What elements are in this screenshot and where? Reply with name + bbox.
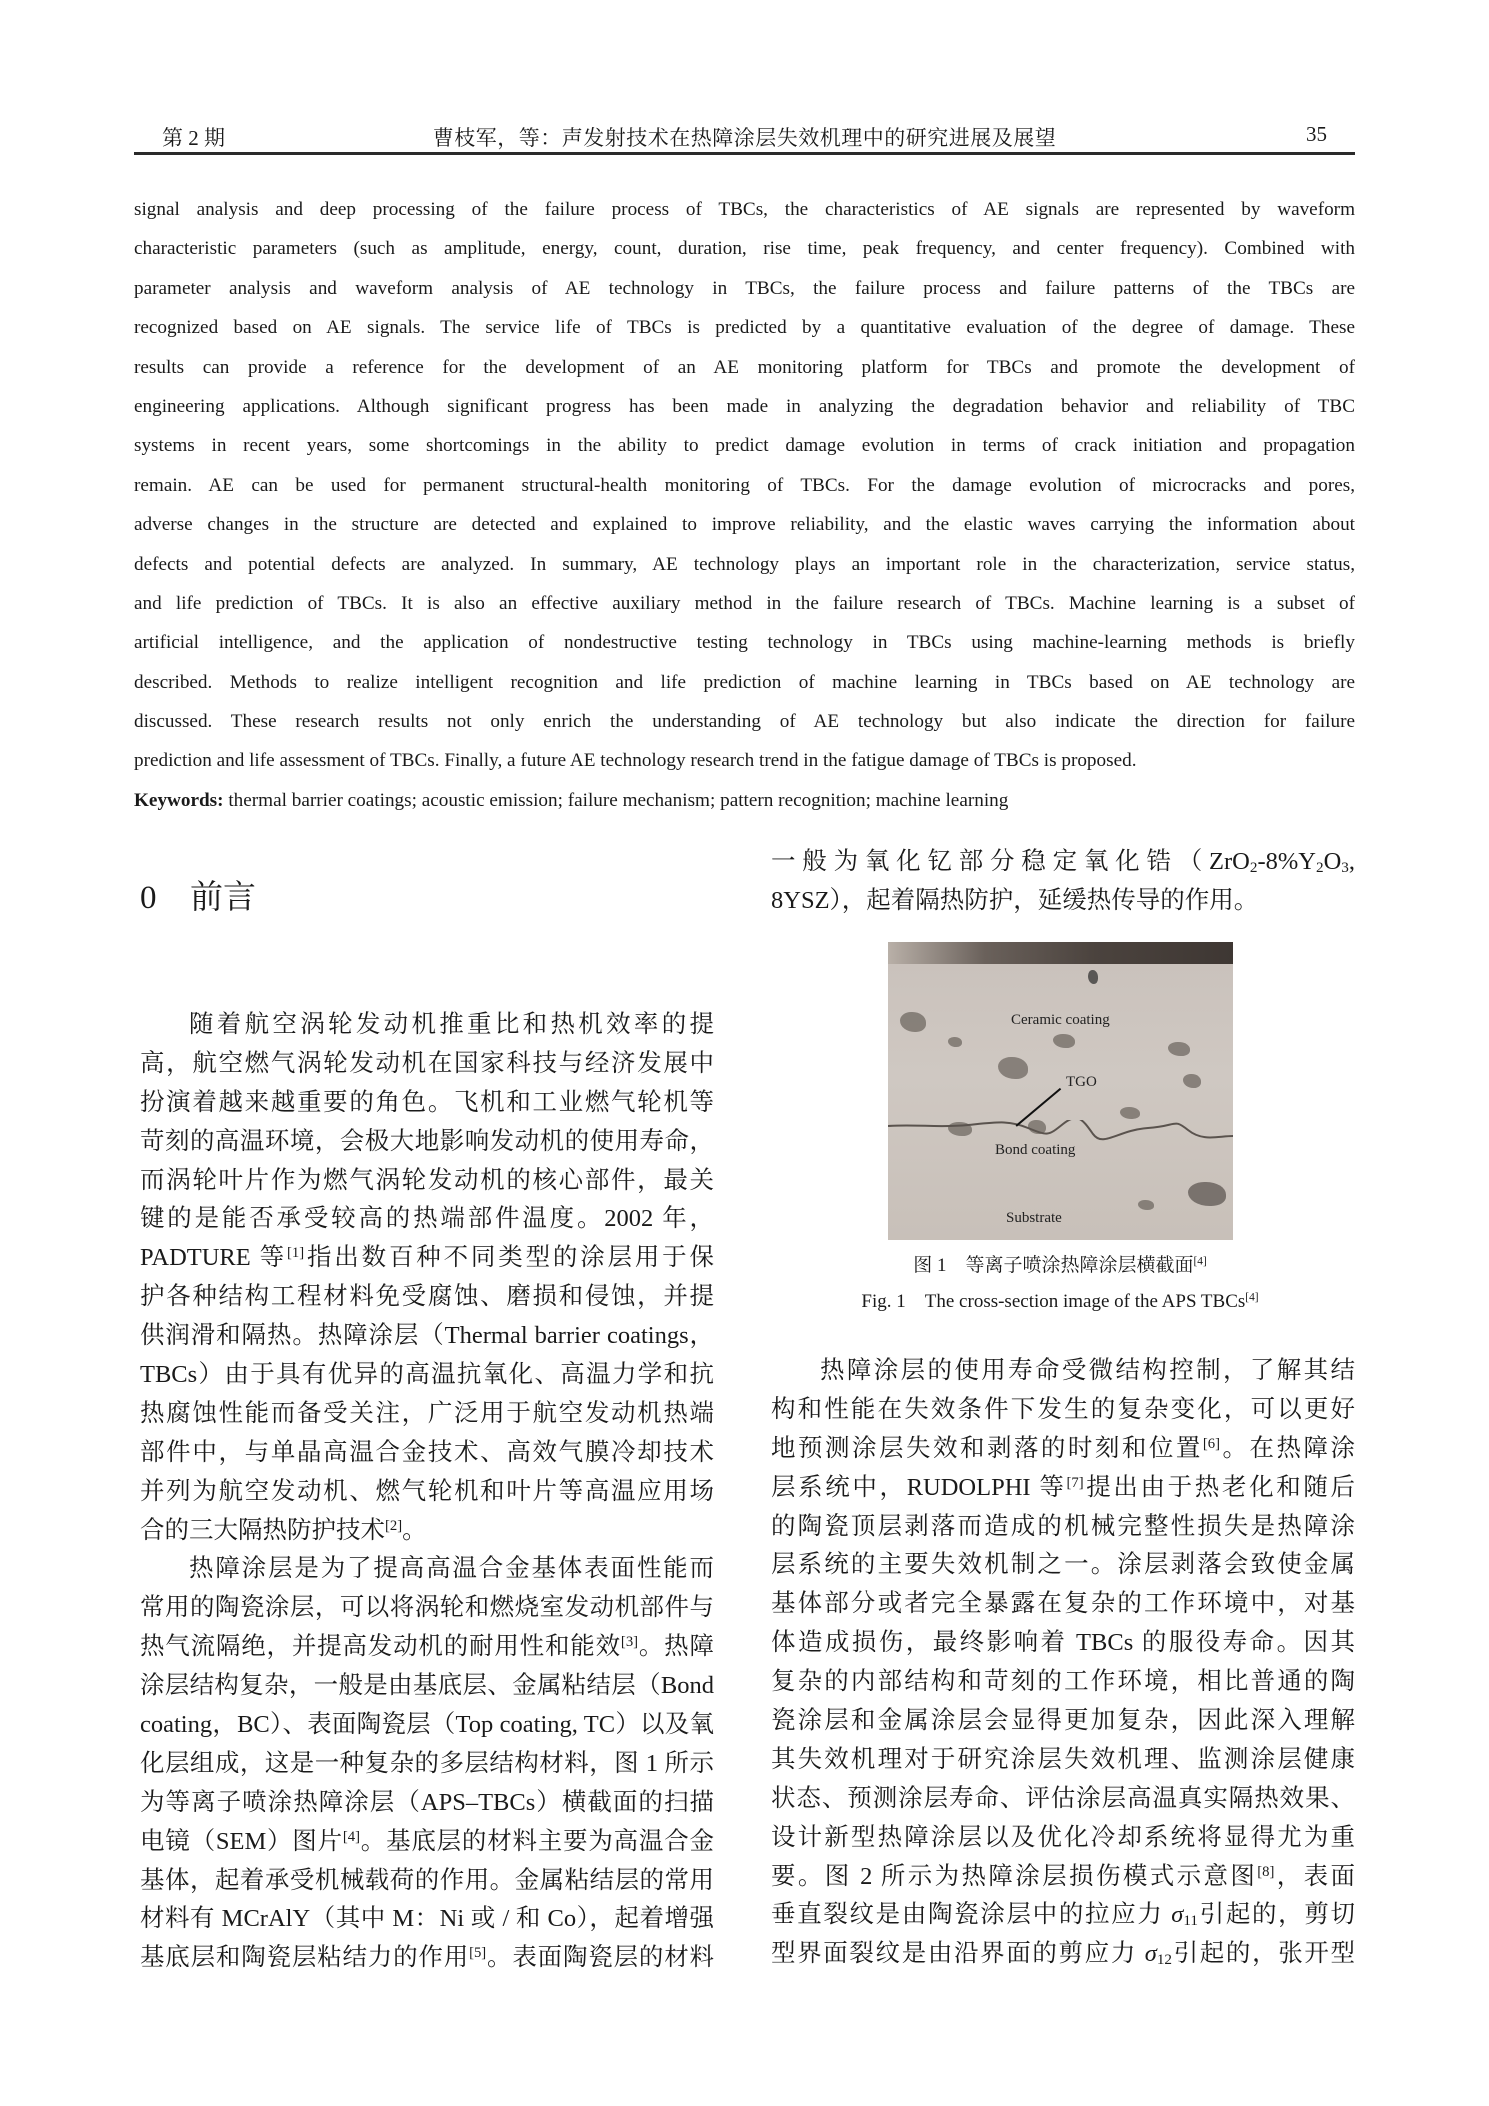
section-number: 0 [140, 880, 157, 916]
citation-ref[interactable]: [1] [287, 1245, 305, 1262]
abstract-line: characteristic parameters (such as amplitude, energy, count, duration, rise time, peak frequency, and center frequency). Combined with [134, 238, 1355, 260]
citation-ref[interactable]: [4] [1245, 1291, 1259, 1304]
figure-caption-en: Fig. 1 The cross-section image of the APS TBCs[4] [861, 1291, 1259, 1312]
keywords-text: thermal barrier coatings; acoustic emission; failure mechanism; pattern recognition; machine learning [223, 789, 1009, 811]
abstract-line: recognized based on AE signals. The service life of TBCs is predicted by a quantitative evaluation of the degree of damage. These [134, 317, 1355, 339]
citation-ref[interactable]: [7] [1066, 1474, 1084, 1491]
section-heading [140, 878, 256, 918]
body-line: 而涡轮叶片作为燃气涡轮发动机的核心部件，最关 [140, 1166, 714, 1194]
body-line: TBCs）由于具有优异的高温抗氧化、高温力学和抗 [140, 1361, 714, 1389]
citation-ref[interactable]: [8] [1257, 1863, 1275, 1880]
body-line: 合的三大隔热防护技术[2]。 [140, 1516, 427, 1544]
abstract-line: parameter analysis and waveform analysis of AE technology in TBCs, the failure process and failure patterns of the TBCs are [134, 277, 1355, 299]
body-line: 瓷涂层和金属涂层会显得更加复杂，因此深入理解 [771, 1707, 1355, 1735]
body-line: 的陶瓷顶层剥落而造成的机械完整性损失是热障涂 [771, 1512, 1355, 1540]
body-line: 地预测涂层失效和剥落的时刻和位置[6]。在热障涂 [771, 1434, 1355, 1462]
image-top-dark-region [888, 942, 1233, 964]
body-line: PADTURE 等[1]指出数百种不同类型的涂层用于保 [140, 1244, 714, 1272]
body-line: 体造成损伤，最终影响着 TBCs 的服役寿命。因其 [771, 1629, 1355, 1657]
abstract-line: systems in recent years, some shortcomings in the ability to predict damage evolution in terms of crack initiation and propagation [134, 435, 1355, 457]
body-line: 扮演着越来越重要的角色。飞机和工业燃气轮机等 [140, 1088, 714, 1116]
body-line: 层系统中，RUDOLPHI 等[7]提出由于热老化和随后 [771, 1473, 1355, 1501]
body-line: 8YSZ），起着隔热防护，延缓热传导的作用。 [771, 886, 1259, 914]
body-line: 苛刻的高温环境，会极大地影响发动机的使用寿命， [140, 1127, 714, 1155]
figure-caption-cn: 图 1 等离子喷涂热障涂层横截面[4] [913, 1255, 1207, 1276]
label-substrate: Substrate [1006, 1210, 1062, 1226]
abstract-line: results can provide a reference for the development of an AE monitoring platform for TBCs and promote the development of [134, 356, 1355, 378]
label-tgo: TGO [1066, 1074, 1097, 1090]
body-line: 垂直裂纹是由陶瓷涂层中的拉应力 $\sigma_{11}$引起的，剪切 [771, 1901, 1355, 1930]
body-line: 复杂的内部结构和苛刻的工作环境，相比普通的陶 [771, 1668, 1355, 1696]
body-line: 化层组成，这是一种复杂的多层结构材料，图 1 所示 [140, 1749, 714, 1777]
citation-ref[interactable]: [3] [620, 1634, 639, 1651]
body-line: 基底层和陶瓷层粘结力的作用[5]。表面陶瓷层的材料 [140, 1944, 714, 1972]
body-line: coating，BC）、表面陶瓷层（Top coating, TC）以及氧 [140, 1711, 714, 1739]
left-column [140, 1006, 714, 1978]
abstract-line: described. Methods to realize intelligent recognition and life prediction of machine learning in TBCs based on AE technology are [134, 671, 1355, 693]
body-line: 构和性能在失效条件下发生的复杂变化，可以更好 [771, 1395, 1355, 1423]
keywords-label: Keywords: [134, 789, 224, 811]
citation-ref[interactable]: [5] [469, 1945, 487, 1962]
abstract-line: and life prediction of TBCs. It is also an effective auxiliary method in the failure research of TBCs. Machine learning is a subset of [134, 592, 1355, 614]
body-line: 热障涂层的使用寿命受微结构控制，了解其结 [820, 1357, 1355, 1384]
body-line: 电镜（SEM）图片[4]。基底层的材料主要为高温合金 [140, 1827, 714, 1855]
sigma-symbol: σ [1144, 1940, 1157, 1968]
label-bond-coating: Bond coating [995, 1142, 1076, 1158]
body-line: 热气流隔绝，并提高发动机的耐用性和能效[3]。热障 [140, 1633, 714, 1661]
sem-cross-section-image [888, 942, 1233, 1240]
abstract-line: artificial intelligence, and the application of nondestructive testing technology in TBCs using machine-learning methods is briefly [134, 632, 1355, 654]
abstract-line: prediction and life assessment of TBCs. Finally, a future AE technology research trend in the fatigue damage of TBCs is proposed. [134, 750, 1137, 772]
body-line: 常用的陶瓷涂层，可以将涡轮和燃烧室发动机部件与 [140, 1594, 714, 1622]
issue-number: 第 2 期 [162, 126, 225, 150]
page-number: 35 [1306, 122, 1327, 146]
body-line: 要。图 2 所示为热障涂层损伤模式示意图[8]，表面 [771, 1862, 1355, 1890]
english-abstract [134, 190, 1355, 820]
abstract-line: discussed. These research results not only enrich the understanding of AE technology but also indicate the direction for failure [134, 711, 1355, 733]
label-ceramic-coating: Ceramic coating [1011, 1012, 1110, 1028]
running-title: 曹枝军，等：声发射技术在热障涂层失效机理中的研究进展及展望 [432, 126, 1057, 150]
body-line: 基体部分或者完全暴露在复杂的工作环境中，对基 [771, 1590, 1355, 1618]
body-line: 材料有 MCrAlY（其中 M：Ni 或 / 和 Co），起着增强 [140, 1905, 714, 1933]
citation-ref[interactable]: [2] [385, 1517, 403, 1534]
section-title: 前言 [190, 880, 256, 916]
abstract-line: remain. AE can be used for permanent structural-health monitoring of TBCs. For the damage evolution of microcracks and pores, [134, 474, 1355, 496]
body-line: 型界面裂纹是由沿界面的剪应力 $\sigma_{12}$引起的，张开型 [771, 1940, 1355, 1969]
right-column-intro [771, 843, 1355, 921]
body-line: 热障涂层是为了提高高温合金基体表面性能而 [189, 1555, 714, 1583]
abstract-line: signal analysis and deep processing of the failure process of TBCs, the characteristics of AE signals are represented by waveform [134, 199, 1355, 220]
body-line: 为等离子喷涂热障涂层（APS–TBCs）横截面的扫描 [140, 1788, 714, 1816]
body-line: 一般为氧化钇部分稳定氧化锆（$ZrO_2-8\%Y_2O_3$, [771, 848, 1355, 877]
citation-ref[interactable]: [6] [1202, 1435, 1221, 1452]
right-column-body [771, 1352, 1355, 1974]
body-line: 随着航空涡轮发动机推重比和热机效率的提 [189, 1011, 714, 1038]
abstract-line: engineering applications. Although significant progress has been made in analyzing the degradation behavior and reliability of TBC [134, 395, 1355, 417]
abstract-line: adverse changes in the structure are detected and explained to improve reliability, and the elastic waves carrying the information about [134, 514, 1355, 536]
body-line: 热腐蚀性能而备受关注，广泛用于航空发动机热端 [140, 1399, 714, 1427]
body-line: 基体，起着承受机械载荷的作用。金属粘结层的常用 [140, 1866, 714, 1894]
body-line: 并列为航空发动机、燃气轮机和叶片等高温应用场 [140, 1477, 714, 1505]
sigma-symbol: σ [1171, 1901, 1184, 1929]
body-line: 状态、预测涂层寿命、评估涂层高温真实隔热效果、 [771, 1784, 1355, 1812]
body-line: 层系统的主要失效机制之一。涂层剥落会致使金属 [771, 1551, 1355, 1579]
citation-ref[interactable]: [4] [342, 1828, 361, 1845]
body-line: 护各种结构工程材料免受腐蚀、磨损和侵蚀，并提 [140, 1283, 714, 1311]
body-line: 键的是能否承受较高的热端部件温度。2002 年， [140, 1205, 714, 1233]
body-line: 设计新型热障涂层以及优化冷却系统将显得尤为重 [771, 1823, 1355, 1851]
keywords [134, 781, 1355, 820]
citation-ref[interactable]: [4] [1193, 1255, 1207, 1268]
body-line: 供润滑和隔热。热障涂层（Thermal barrier coatings， [140, 1322, 714, 1350]
body-line: 涂层结构复杂，一般是由基底层、金属粘结层（Bond [140, 1672, 714, 1700]
body-line: 部件中，与单晶高温合金技术、高效气膜冷却技术 [140, 1438, 714, 1466]
body-line: 高，航空燃气涡轮发动机在国家科技与经济发展中 [140, 1049, 714, 1077]
running-header [134, 118, 1355, 155]
abstract-line: defects and potential defects are analyzed. In summary, AE technology plays an important role in the characterization, service status, [134, 553, 1355, 575]
body-line: 其失效机理对于研究涂层失效机理、监测涂层健康 [771, 1745, 1355, 1773]
